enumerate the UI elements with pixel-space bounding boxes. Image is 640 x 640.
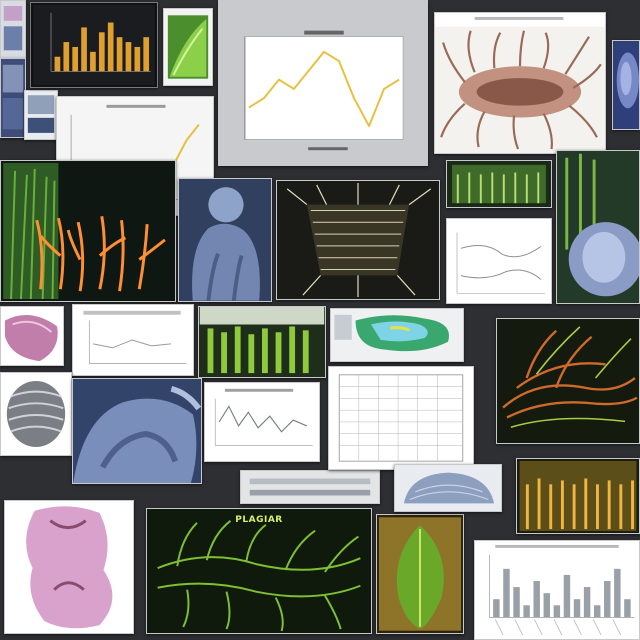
bar-8 (117, 37, 123, 71)
bar-chart (31, 3, 157, 87)
thumbnail-graphic (25, 91, 57, 139)
orange-plant-photo[interactable] (496, 318, 640, 444)
mesh-graphic (277, 181, 439, 299)
gold-striped-photo[interactable] (516, 458, 640, 534)
cells-graphic (1, 373, 71, 455)
line-chart (205, 383, 319, 461)
bar-6 (99, 32, 105, 71)
tissue-graphic (613, 41, 639, 129)
bar-5 (90, 52, 96, 72)
blue-tissue-photo-right[interactable] (556, 150, 640, 304)
chart-title-bar (106, 105, 165, 108)
grid-table-panel[interactable] (328, 366, 474, 470)
bar-9 (574, 599, 580, 617)
gold-leaf-photo[interactable] (376, 514, 464, 634)
bar-2 (63, 42, 69, 71)
tissue-graphic (557, 151, 639, 303)
bar-3 (72, 47, 78, 71)
root-illustration-panel[interactable] (434, 12, 606, 154)
sculpture-graphic (179, 179, 271, 301)
blue-sculpture-photo[interactable] (178, 178, 272, 302)
leaf-graphic (164, 9, 212, 85)
line-chart (447, 219, 551, 303)
thumbnail-graphic (1, 1, 25, 59)
bar-9 (126, 42, 132, 71)
gray-cells-photo[interactable] (0, 372, 72, 456)
line-chart-panel-middle[interactable] (204, 382, 320, 462)
blue-sculpture-large-photo[interactable] (72, 378, 202, 484)
green-striped-photo[interactable] (446, 160, 552, 208)
bars-graphic (199, 307, 325, 377)
bar-14 (624, 599, 630, 617)
grid-table (329, 367, 473, 469)
wire-mesh-structure-photo[interactable] (276, 180, 440, 300)
green-bars-photo[interactable] (198, 306, 326, 378)
bar-1 (493, 599, 499, 617)
bar-2 (503, 569, 509, 618)
bar-10 (584, 587, 590, 617)
bar-4 (523, 605, 529, 617)
map-graphic (331, 309, 463, 361)
striped-graphic (447, 161, 551, 207)
root-illustration (435, 13, 605, 153)
chart-title-bar (304, 31, 344, 35)
chart-xlabel-bar (308, 147, 348, 150)
striped-graphic (517, 459, 639, 533)
thumbnail-graphic (1, 59, 25, 137)
bar-13 (614, 569, 620, 618)
bar-12 (604, 581, 610, 617)
plant-graphic (497, 319, 639, 443)
chart-title-bar (495, 545, 618, 548)
line-chart (219, 1, 427, 165)
color-map-panel[interactable] (330, 308, 464, 362)
bar-4 (81, 27, 87, 71)
bar-chart (475, 541, 639, 639)
leaf-graphic (377, 515, 463, 633)
bar-8 (564, 575, 570, 618)
bar-11 (594, 605, 600, 617)
data-chart-panel-middle[interactable] (72, 304, 194, 376)
bar-7 (554, 605, 560, 617)
cells-graphic (395, 465, 501, 511)
scan-graphic (241, 471, 379, 503)
pink-tissue-photo[interactable] (0, 306, 64, 366)
green-leaf-photo[interactable] (163, 8, 213, 86)
pink-tissue-large-photo[interactable] (4, 500, 134, 634)
bar-10 (134, 47, 140, 71)
bar-7 (108, 23, 114, 72)
scan-strip-middle[interactable] (240, 470, 380, 504)
thumbnail-screen-strip[interactable] (24, 90, 58, 140)
sculpture-graphic (73, 379, 201, 483)
bar-6 (544, 593, 550, 617)
tissue-graphic (1, 307, 63, 365)
data-chart (73, 305, 193, 375)
bar-chart-panel[interactable] (30, 2, 158, 88)
orange-frond-photo[interactable] (0, 160, 176, 302)
bar-5 (533, 581, 539, 617)
blue-tissue-image-top-right[interactable] (612, 40, 640, 130)
thumbnail-top-left[interactable] (0, 0, 26, 60)
bar-11 (143, 37, 149, 71)
line-chart-panel-right[interactable] (446, 218, 552, 304)
bar-3 (513, 587, 519, 617)
bar-1 (55, 57, 61, 72)
line-chart-panel-large[interactable] (218, 0, 428, 166)
green-frond-titled-photo[interactable] (146, 508, 372, 634)
thumbnail-left-stack[interactable] (0, 58, 26, 138)
frond-title: PLAGIAR (235, 515, 283, 525)
blue-cells-photo[interactable] (394, 464, 502, 512)
frond-graphic (1, 161, 175, 301)
bar-chart-panel-bottom-right[interactable] (474, 540, 640, 640)
frond-graphic (147, 509, 371, 633)
tissue-graphic (5, 501, 133, 633)
